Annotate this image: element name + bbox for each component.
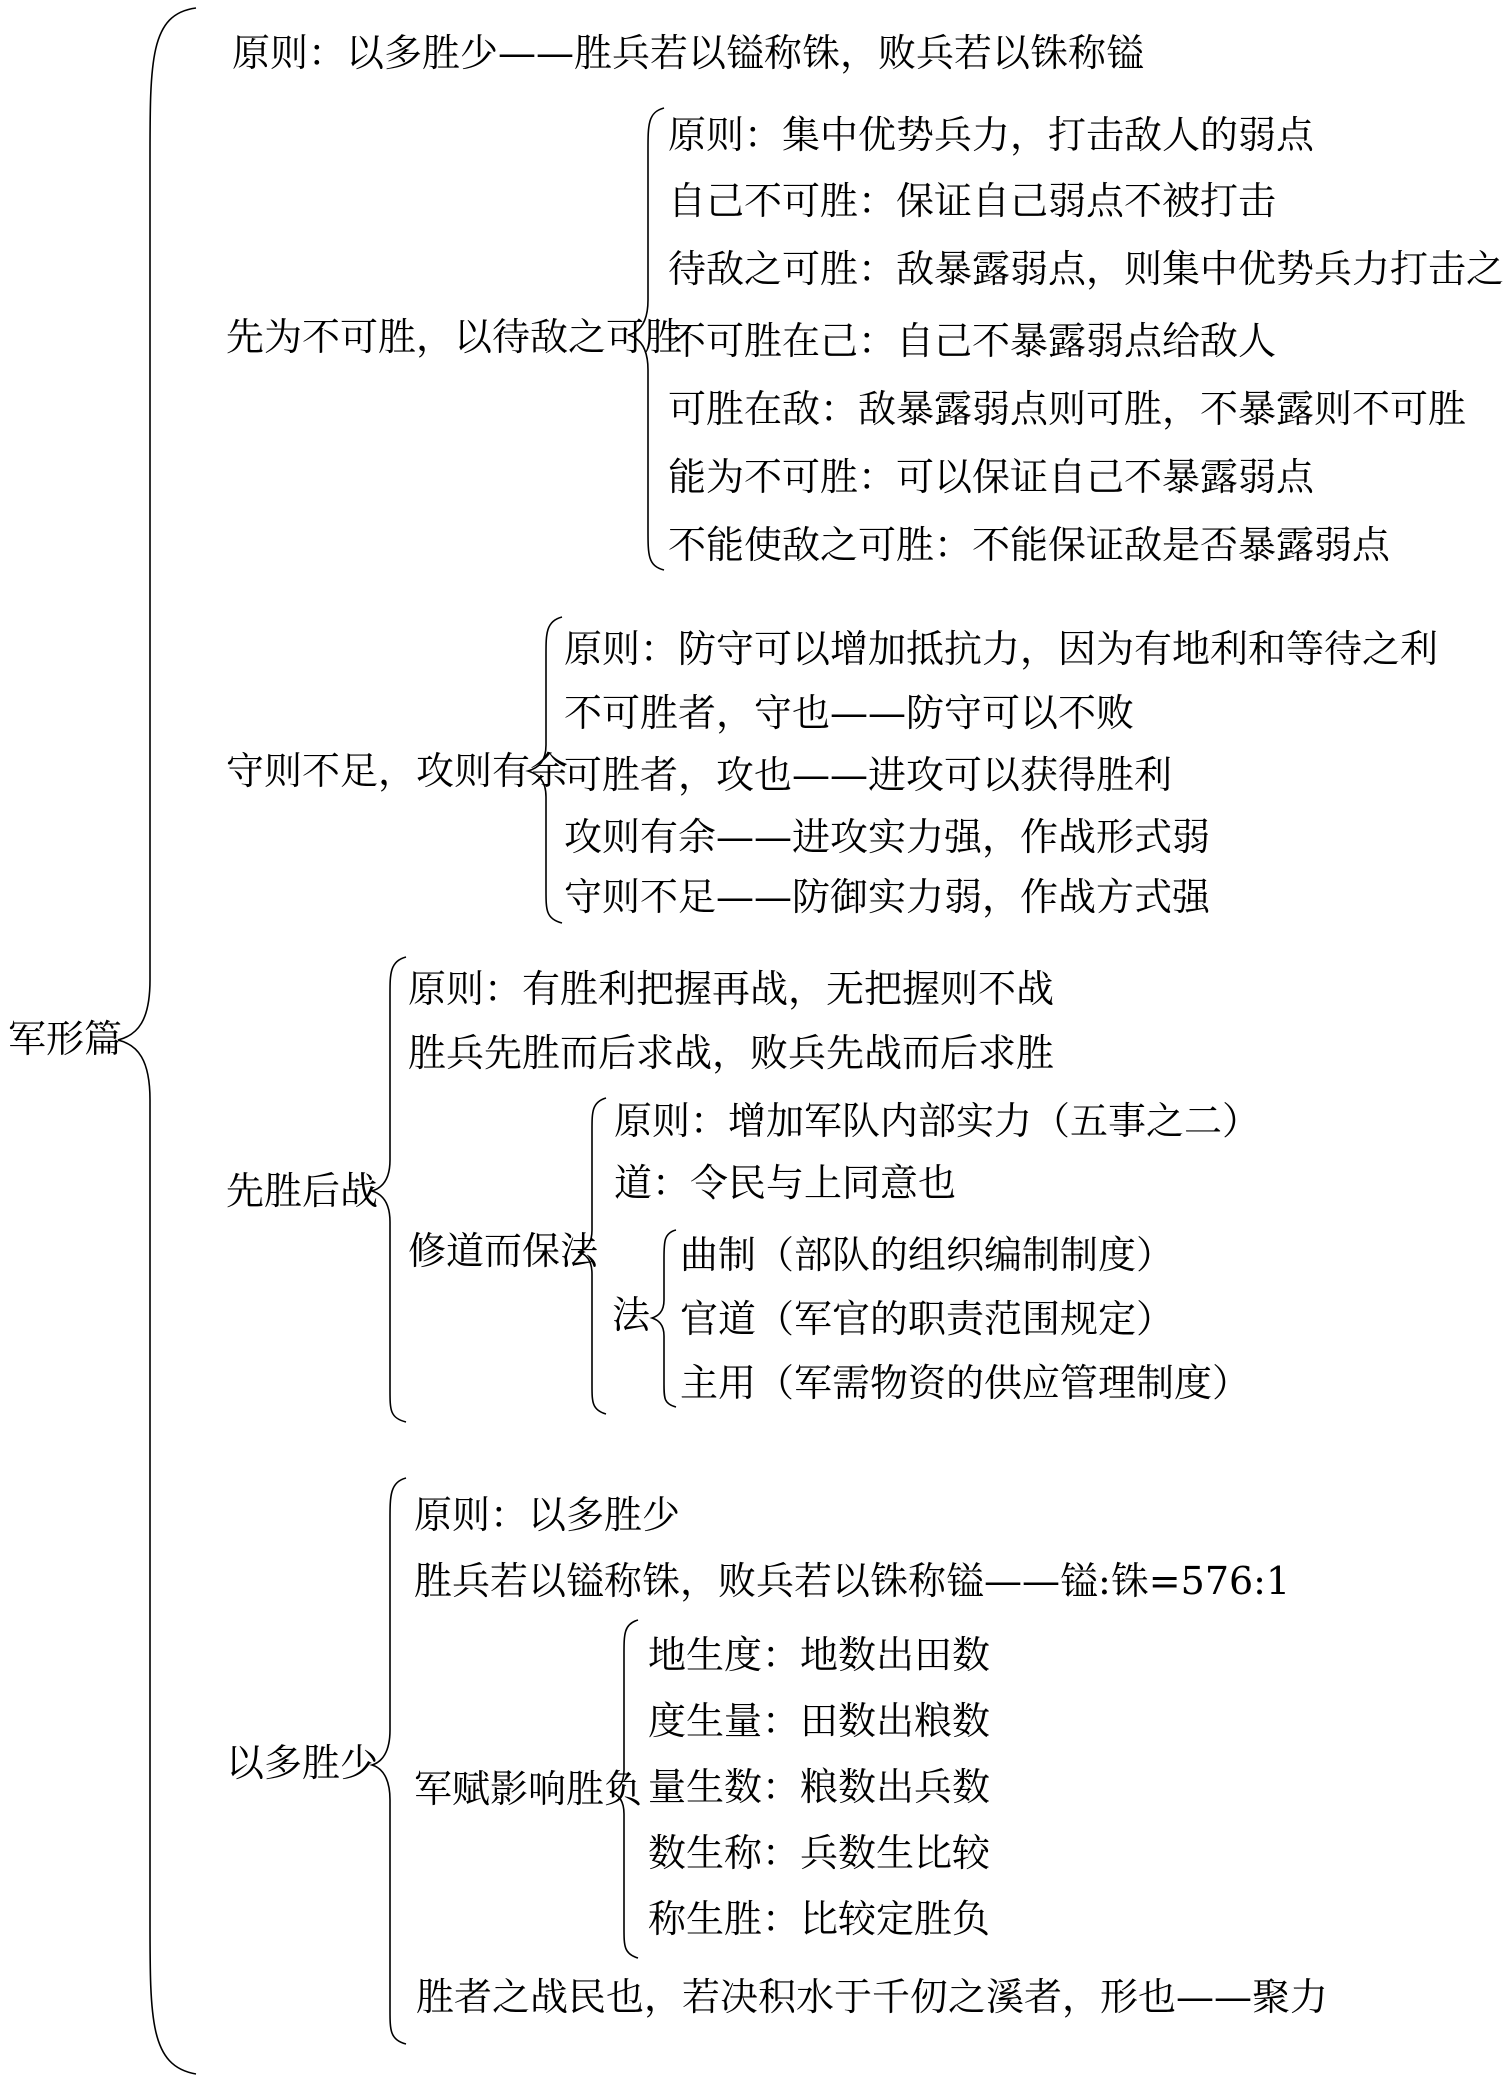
sub-branch-label: 法 xyxy=(612,1293,651,1337)
branch-label: 先胜后战 xyxy=(226,1169,379,1213)
root-label: 军形篇 xyxy=(8,1017,123,1061)
list-item: 原则：集中优势兵力，打击敌人的弱点 xyxy=(668,113,1315,157)
list-item: 能为不可胜：可以保证自己不暴露弱点 xyxy=(668,455,1315,499)
brace-fa xyxy=(652,1230,676,1407)
branch-label: 先为不可胜，以待敌之可胜 xyxy=(226,315,683,359)
list-item: 地生度：地数出田数 xyxy=(648,1633,991,1677)
list-item: 攻则有余——进攻实力强，作战形式弱 xyxy=(564,815,1211,859)
root-brace xyxy=(118,8,196,2074)
list-item: 不可胜在己：自己不暴露弱点给敌人 xyxy=(668,319,1277,363)
list-item: 数生称：兵数生比较 xyxy=(648,1831,991,1875)
list-item: 主用（军需物资的供应管理制度） xyxy=(680,1361,1251,1405)
branch-label: 以多胜少 xyxy=(226,1741,379,1785)
list-item: 原则：防守可以增加抵抗力，因为有地利和等待之利 xyxy=(564,627,1439,671)
list-item: 待敌之可胜：敌暴露弱点，则集中优势兵力打击之 xyxy=(668,247,1504,291)
list-item: 原则：以多胜少 xyxy=(414,1493,681,1537)
list-item: 不能使敌之可胜：不能保证敌是否暴露弱点 xyxy=(668,523,1391,567)
list-item: 曲制（部队的组织编制制度） xyxy=(680,1233,1175,1277)
sub-branch-label: 军赋影响胜负 xyxy=(414,1767,643,1811)
list-item: 原则：增加军队内部实力（五事之二） xyxy=(614,1099,1261,1143)
list-item: 可胜在敌：敌暴露弱点则可胜，不暴露则不可胜 xyxy=(668,387,1467,431)
sub-branch-label: 修道而保法 xyxy=(408,1229,599,1273)
list-item: 不可胜者，守也——防守可以不败 xyxy=(564,691,1135,735)
list-item: 原则：有胜利把握再战，无把握则不战 xyxy=(408,967,1055,1011)
list-item: 守则不足——防御实力弱，作战方式强 xyxy=(564,875,1211,919)
list-item: 度生量：田数出粮数 xyxy=(648,1699,991,1743)
list-item: 自己不可胜：保证自己弱点不被打击 xyxy=(668,179,1277,223)
list-item: 道：令民与上同意也 xyxy=(614,1161,957,1205)
branch-principle: 原则：以多胜少——胜兵若以镒称铢，败兵若以铢称镒 xyxy=(232,31,1145,75)
list-item: 胜者之战民也，若决积水于千仞之溪者，形也——聚力 xyxy=(416,1975,1329,2019)
list-item: 称生胜：比较定胜负 xyxy=(648,1897,991,1941)
branch-label: 守则不足，攻则有余 xyxy=(226,749,569,793)
list-item: 官道（军官的职责范围规定） xyxy=(680,1297,1175,1341)
list-item: 量生数：粮数出兵数 xyxy=(648,1765,991,1809)
list-item: 胜兵先胜而后求战，败兵先战而后求胜 xyxy=(408,1031,1055,1075)
list-item: 可胜者，攻也——进攻可以获得胜利 xyxy=(564,753,1173,797)
list-item: 胜兵若以镒称铢，败兵若以铢称镒——镒:铢=576:1 xyxy=(414,1559,1291,1603)
